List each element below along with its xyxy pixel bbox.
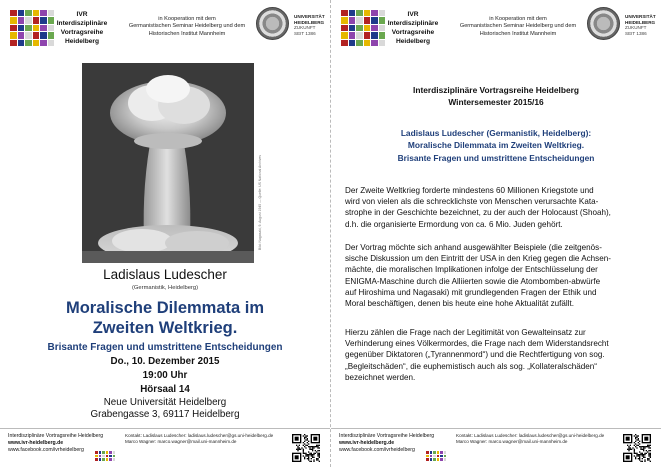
event-building: Neue Universität Heidelberg [103, 397, 227, 408]
logo-square [349, 40, 356, 46]
university-seal-icon [587, 7, 620, 40]
logo-square [25, 17, 32, 23]
contact-line: Marco Wagner: marco.wagner@mail.uni-mannheim.de [456, 439, 568, 445]
logo-square [430, 451, 433, 454]
logo-square [341, 25, 348, 31]
university-seal-icon [256, 7, 289, 40]
logo-square [40, 40, 47, 46]
logo-square [437, 451, 440, 454]
text-line: Verhinderung eines Völkermordes, die Frage nach dem Widerstandsrecht [345, 339, 609, 349]
logo-square [433, 458, 436, 461]
logo-square [364, 17, 371, 23]
ivr-logo [10, 10, 54, 46]
logo-square [25, 40, 32, 46]
logo-square [426, 451, 429, 454]
talk-subtitle: Brisante Fragen und umstrittene Entscheidungen [47, 342, 283, 353]
text-line: Der Vortrag möchte sich anhand ausgewählter Beispiele (die zeitgenös- [345, 243, 602, 252]
logo-square [113, 458, 116, 461]
logo-square [10, 10, 17, 16]
facebook-link[interactable]: www.facebook.com/ivrheidelberg [8, 447, 84, 453]
coop-line: Historischen Institut Mannheim [479, 30, 557, 37]
footer [331, 428, 661, 467]
logo-square [10, 32, 17, 38]
ivr-line: Interdisziplinäre [56, 20, 108, 27]
ivr-line: Interdisziplinäre [387, 20, 439, 27]
ivr-name [383, 10, 443, 46]
footer-org-name: Interdisziplinäre Vortragsreihe Heidelberg [339, 433, 435, 439]
text-line: auf Hiroshima und Nagasaki) mit grundlegenden Fragen der Ethik und [345, 287, 597, 297]
logo-square [33, 17, 40, 23]
logo-square [10, 25, 17, 31]
coop-line: Historischen Institut Mannheim [148, 30, 226, 37]
logo-square [433, 455, 436, 458]
uni-line: ZUKUNFT [294, 25, 316, 31]
qr-code-icon [292, 434, 320, 462]
logo-square [95, 455, 98, 458]
logo-square [371, 25, 378, 31]
logo-square [109, 458, 112, 461]
ivr-logo [341, 10, 385, 46]
talk-title-line1: Moralische Dilemmata im [65, 299, 265, 317]
logo-square [430, 458, 433, 461]
logo-square [364, 25, 371, 31]
logo-square [113, 455, 116, 458]
logo-square [430, 455, 433, 458]
footer-contact [125, 433, 273, 445]
logo-square [106, 458, 109, 461]
abstract-paragraph [345, 185, 651, 230]
mushroom-cloud-icon [82, 63, 254, 263]
text-line: Der Zweite Weltkrieg forderte mindestens 60 Millionen Kriegstote und [345, 186, 594, 195]
logo-square [440, 455, 443, 458]
logo-square [40, 10, 47, 16]
logo-square [440, 451, 443, 454]
logo-square [444, 458, 447, 461]
logo-square [440, 458, 443, 461]
ivr-line: IVR [76, 11, 88, 18]
logo-square [341, 32, 348, 38]
logo-square [444, 451, 447, 454]
abstract-paragraph [345, 327, 651, 383]
logo-square [102, 458, 105, 461]
text-line: d.h. die organisierte Ermordung von ca. 6 Mio. Juden gehört. [345, 219, 563, 229]
website-link[interactable]: www.ivr-heidelberg.de [339, 440, 395, 446]
footer-org [8, 433, 103, 454]
logo-square [18, 10, 25, 16]
logo-square [437, 458, 440, 461]
ivr-line: Heidelberg [395, 38, 431, 45]
footer-contact [456, 433, 604, 445]
logo-square [349, 10, 356, 16]
text-line: bezeichnet werden. [345, 372, 416, 382]
logo-square [109, 455, 112, 458]
logo-square [356, 32, 363, 38]
logo-square [40, 32, 47, 38]
footer-logo-grid [95, 451, 115, 461]
logo-square [371, 40, 378, 46]
text-line: Hierzu zählen die Frage nach der Legitimität von Gewalteinsatz zur [345, 328, 586, 337]
footer-logo-grid [426, 451, 446, 461]
logo-square [33, 10, 40, 16]
coop-line: Germanistischen Seminar Heidelberg und dem [128, 23, 246, 30]
logo-square [444, 455, 447, 458]
logo-square [341, 10, 348, 16]
logo-square [364, 40, 371, 46]
logo-square [356, 40, 363, 46]
text-line: mächte, die moralischen Implikationen infolge der Entschlüsselung der [345, 265, 598, 275]
logo-square [349, 17, 356, 23]
logo-square [349, 25, 356, 31]
logo-square [99, 451, 102, 454]
logo-square [364, 10, 371, 16]
logo-square [25, 25, 32, 31]
facebook-link[interactable]: www.facebook.com/ivrheidelberg [339, 447, 415, 453]
logo-square [102, 455, 105, 458]
speaker-affiliation: (Germanistik, Heidelberg) [131, 285, 199, 291]
qr-code-icon [623, 434, 651, 462]
text-line: wird von vielen als die schrecklichste von Menschen verursachte Kata- [345, 197, 599, 207]
footer-org [339, 433, 434, 454]
poster-page [0, 0, 330, 467]
logo-square [95, 458, 98, 461]
logo-square [371, 32, 378, 38]
logo-square [356, 10, 363, 16]
logo-square [113, 451, 116, 454]
logo-square [33, 40, 40, 46]
logo-square [341, 17, 348, 23]
coop-line: in Kooperation mit dem [158, 16, 216, 22]
ivr-line: IVR [407, 11, 419, 18]
logo-square [106, 451, 109, 454]
uni-line: HEIDELBERG [294, 19, 325, 25]
uni-line: SEIT 1386 [294, 30, 316, 36]
logo-square [18, 25, 25, 31]
uni-line: UNIVERSITÄT [625, 14, 656, 19]
footer-org-name: Interdisziplinäre Vortragsreihe Heidelberg [8, 433, 104, 439]
text-line: gegenüber Diktatoren („Tyrannenmord“) und die Rechtfertigung von sog. [345, 350, 605, 360]
coop-line: Germanistischen Seminar Heidelberg und dem [459, 23, 577, 30]
uni-line: SEIT 1386 [625, 30, 647, 36]
heading-line: Moralische Dilemmata im Zweiten Weltkrieg. [407, 140, 585, 151]
logo-square [40, 17, 47, 23]
uni-line: UNIVERSITÄT [294, 14, 325, 19]
semester: Wintersemester 2015/16 [448, 97, 544, 107]
talk-heading [331, 127, 661, 164]
logo-square [106, 455, 109, 458]
footer [0, 428, 330, 467]
logo-square [10, 17, 17, 23]
mushroom-cloud-photo [82, 63, 254, 263]
ivr-line: Vortragsreihe [60, 29, 104, 36]
logo-square [95, 451, 98, 454]
logo-square [356, 25, 363, 31]
event-date: Do., 10. Dezember 2015 [110, 356, 220, 367]
logo-square [18, 17, 25, 23]
logo-square [364, 32, 371, 38]
logo-square [33, 25, 40, 31]
heading-line: Ladislaus Ludescher (Germanistik, Heidelberg): [400, 128, 592, 138]
text-line: ENIGMA-Maschine durch die Alliierten sowie die Atombomben-abwürfe [345, 276, 601, 286]
logo-square [10, 40, 17, 46]
text-line: strophe in der Geschichte bezeichnet, zu der auch der Holocaust (Shoah), [345, 208, 611, 218]
logo-square [18, 32, 25, 38]
logo-square [99, 458, 102, 461]
coop-line: in Kooperation mit dem [489, 16, 547, 22]
logo-square [33, 32, 40, 38]
event-room: Hörsaal 14 [140, 384, 190, 395]
ivr-line: Heidelberg [64, 38, 100, 45]
logo-square [433, 451, 436, 454]
event-address: Grabengasse 3, 69117 Heidelberg [90, 409, 240, 420]
photo-credit: Bild: Nagasaki, 9. August 1945 — Quelle: US National Archives [258, 155, 262, 250]
event-time: 19:00 Uhr [142, 370, 188, 381]
uni-line: HEIDELBERG [625, 19, 656, 25]
speaker-name: Ladislaus Ludescher [103, 267, 227, 282]
text-line: sische Diskussion um den Eintritt der USA in den Krieg gegen die Achsen- [345, 254, 611, 264]
contact-line: Marco Wagner: marco.wagner@mail.uni-mannheim.de [125, 439, 237, 445]
logo-square [25, 10, 32, 16]
logo-square [102, 451, 105, 454]
logo-square [99, 455, 102, 458]
logo-square [349, 32, 356, 38]
logo-square [18, 40, 25, 46]
contact-line: Kontakt: Ladislaus Ludescher: ladislaus.ludescher@gs.uni-heidelberg.de [456, 433, 605, 438]
cooperation-text [447, 16, 589, 38]
university-wordmark [625, 14, 659, 36]
ivr-line: Vortragsreihe [391, 29, 435, 36]
cooperation-text [116, 16, 258, 38]
logo-square [109, 451, 112, 454]
logo-square [426, 455, 429, 458]
heading-line: Brisante Fragen und umstrittene Entscheidungen [397, 152, 595, 163]
ivr-name [52, 10, 112, 46]
logo-square [40, 25, 47, 31]
text-line: „Begleitschäden“, die euphemistisch auch als sog. „Kollateralschäden“ [345, 361, 597, 371]
contact-line: Kontakt: Ladislaus Ludescher: ladislaus.ludescher@gs.uni-heidelberg.de [125, 433, 274, 438]
logo-square [25, 32, 32, 38]
series-title: Interdisziplinäre Vortragsreihe Heidelberg [413, 85, 579, 95]
logo-square [341, 40, 348, 46]
logo-square [426, 458, 429, 461]
abstract-paragraph [345, 242, 651, 309]
uni-line: ZUKUNFT [625, 25, 647, 31]
logo-square [371, 17, 378, 23]
logo-square [371, 10, 378, 16]
poster-page [331, 0, 661, 467]
talk-title-line2: Zweiten Weltkrieg. [92, 319, 238, 337]
website-link[interactable]: www.ivr-heidelberg.de [8, 440, 64, 446]
logo-square [437, 455, 440, 458]
text-line: Moral beschäftigen, denen bis heute eine hohe Aktualität zufällt. [345, 299, 575, 309]
university-wordmark [294, 14, 328, 36]
logo-square [356, 17, 363, 23]
